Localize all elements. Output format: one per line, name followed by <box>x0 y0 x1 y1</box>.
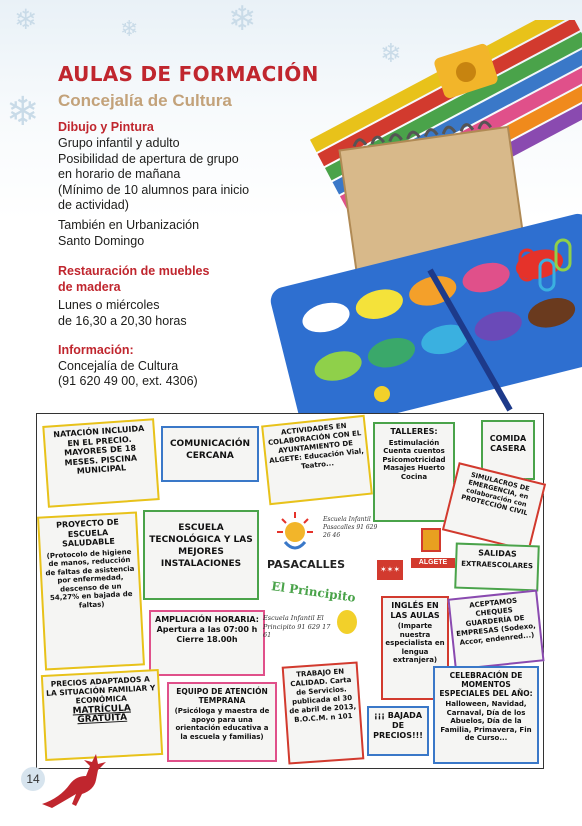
actividades-box <box>261 415 373 505</box>
ampliacion-text: AMPLIACIÓN HORARIA: Apertura a las 07:00 h Cierre 18.00h <box>155 615 259 644</box>
trabajo-box <box>282 661 365 764</box>
talleres-box <box>373 422 455 522</box>
trabajo-text: TRABAJO EN CALIDAD. Carta de Servicios. publicada el 30 de abril de 2013, B.O.C.M. n 101 <box>289 667 357 725</box>
madrid-logo-icon: ✶✶✶ <box>377 560 403 580</box>
pasacalles-sun-icon <box>267 510 327 556</box>
cheques-text: ACEPTAMOS CHEQUES GUARDERÍA DE EMPRESAS (Sodexo, Accor, endenred...) <box>455 596 537 647</box>
ampliacion-box <box>149 610 265 676</box>
snowflake-icon: ❄ <box>380 38 402 68</box>
comida-text: COMIDA CASERA <box>489 434 527 453</box>
talleres-title: TALLERES: <box>390 427 438 436</box>
restauracion-heading: de madera <box>58 280 121 294</box>
ingles-title: INGLÉS EN LAS AULAS <box>390 601 440 620</box>
celebracion-title: CELEBRACIÓN DE MOMENTOS ESPECIALES DEL AÑO: <box>439 671 533 698</box>
page-number: 14 <box>21 767 45 791</box>
celebracion-body: Halloween, Navidad, Carnaval, Día de los Abuelos, Día de la Familia, Primavera, Fin de Curso... <box>440 700 532 742</box>
dibujo-line: (Mínimo de 10 alumnos para inicio <box>58 182 250 197</box>
proyecto-title: PROYECTO DE ESCUELA SALUDABLE <box>55 517 120 549</box>
section-subtitle: Concejalía de Cultura <box>58 91 232 110</box>
restauracion-line: Lunes o miércoles <box>58 298 160 312</box>
bajada-text: ¡¡¡ BAJADA DE PRECIOS!!! <box>373 711 423 740</box>
bajada-box <box>367 706 429 756</box>
snowflake-icon: ❄ <box>228 0 257 38</box>
celebracion-box <box>433 666 539 764</box>
salidas-box <box>454 543 540 592</box>
principito-info: Escuela Infantil El Principito 91 629 17 61 <box>263 614 331 639</box>
equipo-body: (Psicóloga y maestra de apoyo para una orientación educativa a la escuela y familias) <box>174 707 270 741</box>
dibujo-line: Grupo infantil y adulto <box>58 136 180 150</box>
pasacalles-info: Escuela Infantil Pasacalles 91 629 26 46 <box>323 516 378 539</box>
precios-matricula: MATRÍCULA GRATUITA <box>72 703 132 726</box>
reindeer-icon <box>34 746 106 816</box>
pushpin-icon <box>340 358 356 374</box>
pasacalles-name: PASACALLES <box>267 558 346 571</box>
comunicacion-box <box>161 426 259 482</box>
principito-logo <box>261 579 379 666</box>
escuela-tecnologica-text: ESCUELA TECNOLÓGICA Y LAS MEJORES INSTALACIONES <box>149 523 253 569</box>
snowflake-icon: ❄ <box>14 4 38 35</box>
principito-character-icon <box>337 610 357 634</box>
dibujo-heading: Dibujo y Pintura <box>58 120 154 134</box>
informacion-heading: Información: <box>58 343 134 357</box>
informacion-line: Concejalía de Cultura <box>58 358 179 373</box>
comunicacion-text: COMUNICACIÓN CERCANA <box>169 439 251 461</box>
dibujo-line: Posibilidad de apertura de grupo <box>58 151 239 166</box>
equipo-title: EQUIPO DE ATENCIÓN TEMPRANA <box>176 687 268 705</box>
talleres-body: Estimulación Cuenta cuentos Psicomotricidad Masajes Huerto Cocina <box>382 438 446 481</box>
equipo-box <box>167 682 277 762</box>
snowflake-icon: ❄ <box>120 16 139 41</box>
proyecto-box <box>37 511 145 670</box>
ingles-body: (Imparte nuestra especialista en lengua extranjera) <box>385 622 445 664</box>
precios-title: PRECIOS ADAPTADOS A LA SITUACIÓN FAMILIAR Y ECONÓMICA <box>45 674 156 706</box>
school-supplies-illustration <box>270 20 582 440</box>
principito-name: El Principito <box>270 579 357 605</box>
restauracion-line: de 16,30 a 20,30 horas <box>58 313 187 328</box>
school-flyer <box>36 413 544 769</box>
salidas-body: EXTRAESCOLARES <box>461 559 534 570</box>
snowflake-icon: ❄ <box>6 90 40 134</box>
informacion-line: (91 620 49 00, ext. 4306) <box>58 374 198 388</box>
dibujo-line: Santo Domingo <box>58 233 145 248</box>
escuela-tecnologica-box <box>143 510 259 600</box>
pushpin-icon <box>374 386 390 402</box>
dibujo-line: También en Urbanización <box>58 218 200 232</box>
salidas-title: SALIDAS <box>478 548 517 559</box>
section-title: AULAS DE FORMACIÓN <box>58 62 319 86</box>
algete-emblem-icon <box>421 528 441 552</box>
pasacalles-logo <box>267 510 379 584</box>
dibujo-line: en horario de mañana <box>58 167 181 181</box>
restauracion-heading: Restauración de muebles <box>58 264 210 278</box>
algete-logo <box>409 528 457 578</box>
proyecto-body: (Protocolo de higiene de manos, reducción de faltas de asistencia por enfermedad, descenso de un 54,27% en bajada de faltas) <box>45 547 135 610</box>
cheques-box <box>447 589 544 670</box>
actividades-text: ACTIVIDADES EN COLABORACIÓN CON EL AYUNTAMIENTO DE ALGETE: Educación Vial, Teatro... <box>267 421 365 471</box>
algete-label: ALGETE <box>411 558 455 568</box>
dibujo-line: de actividad) <box>58 198 129 212</box>
natacion-box <box>42 418 159 508</box>
natacion-text: NATACIÓN INCLUIDA EN EL PRECIO. MAYORES DE 18 MESES. PISCINA MUNICIPAL <box>53 423 145 476</box>
simulacros-text: SIMULACROS DE EMERGENCIA, en colaboración con PROTECCIÓN CIVIL <box>460 470 531 518</box>
